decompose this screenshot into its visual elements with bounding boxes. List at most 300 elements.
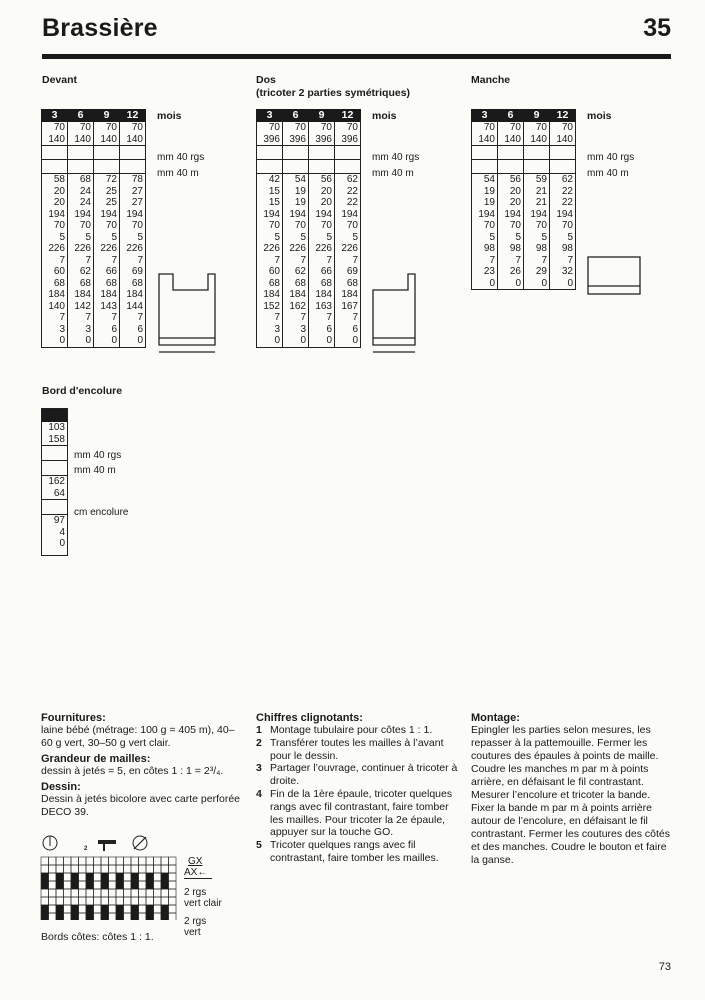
- table-cell: 22: [335, 197, 361, 209]
- step-item: [256, 724, 462, 737]
- pattern-cell: [131, 881, 139, 889]
- table-cell: 70: [524, 220, 550, 232]
- pattern-cell: [64, 865, 72, 873]
- table-cell: 143: [94, 301, 120, 313]
- table-row: [42, 266, 146, 278]
- table-cell: 7: [257, 255, 283, 267]
- pattern-cell: [131, 897, 139, 905]
- table-cell: 66: [309, 266, 335, 278]
- pattern-cell: [79, 873, 87, 881]
- pattern-cell: [56, 905, 64, 913]
- bord-cm-encolure: cm encolure: [74, 507, 129, 518]
- table-cell: 194: [335, 209, 361, 221]
- pattern-cell: [161, 873, 169, 881]
- step-number: 3: [256, 762, 262, 775]
- table-row: [257, 289, 361, 301]
- step-text: Transférer toutes les mailles à l’avant pour le dessin.: [270, 736, 444, 762]
- table-cell: [94, 160, 120, 174]
- table-row: [257, 312, 361, 324]
- table-cell: 194: [309, 209, 335, 221]
- table-row: [42, 243, 146, 255]
- montage-section: [471, 712, 671, 867]
- table-cell: 5: [524, 232, 550, 244]
- table-row: [42, 146, 146, 160]
- table-cell: [42, 146, 68, 160]
- table-cell: 69: [120, 266, 146, 278]
- table-cell: [498, 160, 524, 174]
- pattern-cell: [169, 897, 177, 905]
- table-cell: 184: [335, 289, 361, 301]
- manche-mm40rgs: mm 40 rgs: [587, 152, 635, 163]
- table-row: [472, 134, 576, 146]
- bord-value: 4: [59, 526, 65, 538]
- table-row: [472, 232, 576, 244]
- table-cell: 20: [498, 197, 524, 209]
- pattern-cell: [139, 889, 147, 897]
- table-cell: 70: [498, 122, 524, 134]
- table-cell: 78: [120, 174, 146, 186]
- table-row: [472, 266, 576, 278]
- pattern-cell: [64, 873, 72, 881]
- table-row: [257, 109, 361, 122]
- table-cell: 68: [309, 278, 335, 290]
- table-cell: 70: [257, 220, 283, 232]
- table-cell: 7: [94, 312, 120, 324]
- pattern-cell: [41, 913, 49, 920]
- table-cell: 194: [283, 209, 309, 221]
- pattern-cell: [124, 881, 132, 889]
- table-cell: 32: [550, 266, 576, 278]
- table-cell: 5: [42, 232, 68, 244]
- table-row: [472, 197, 576, 209]
- pattern-cell: [146, 865, 154, 873]
- pattern-cell: [94, 913, 102, 920]
- pattern-cell: [101, 913, 109, 920]
- table-cell: 70: [472, 122, 498, 134]
- pattern-cell: [56, 889, 64, 897]
- table-cell: 5: [68, 232, 94, 244]
- pattern-cell: [86, 857, 94, 865]
- pattern-cell: [139, 913, 147, 920]
- table-row: [42, 122, 146, 134]
- table-cell: 184: [120, 289, 146, 301]
- pattern-cell: [139, 881, 147, 889]
- pattern-cell: [79, 865, 87, 873]
- pattern-cell: [71, 889, 79, 897]
- pattern-cell: [154, 865, 162, 873]
- pattern-cell: [94, 897, 102, 905]
- pattern-cell: [41, 873, 49, 881]
- table-cell: 163: [309, 301, 335, 313]
- pattern-cell: [49, 905, 57, 913]
- table-cell: 98: [472, 243, 498, 255]
- table-cell: 6: [498, 109, 524, 122]
- table-cell: 184: [42, 289, 68, 301]
- table-row: [42, 134, 146, 146]
- table-cell: 0: [498, 278, 524, 290]
- pattern-cell: [169, 913, 177, 920]
- table-cell: [550, 160, 576, 174]
- table-cell: 194: [472, 209, 498, 221]
- table-cell: 70: [42, 220, 68, 232]
- table-cell: 7: [524, 255, 550, 267]
- table-cell: 7: [335, 255, 361, 267]
- table-cell: 68: [42, 278, 68, 290]
- table-row: [257, 278, 361, 290]
- table-cell: 60: [42, 266, 68, 278]
- table-cell: 140: [498, 134, 524, 146]
- pattern-cell: [64, 905, 72, 913]
- machine-symbols: [42, 832, 152, 856]
- pattern-cell: [124, 905, 132, 913]
- pattern-cell: [64, 913, 72, 920]
- pattern-cell: [161, 857, 169, 865]
- table-cell: 70: [257, 122, 283, 134]
- pattern-cell: [161, 865, 169, 873]
- pattern-cell: [139, 905, 147, 913]
- table-cell: 184: [257, 289, 283, 301]
- table-cell: 62: [335, 174, 361, 186]
- table-cell: 19: [472, 186, 498, 198]
- legend-rgs2: 2 rgs: [184, 916, 207, 927]
- table-cell: 70: [283, 122, 309, 134]
- table-cell: 70: [68, 220, 94, 232]
- table-cell: [335, 146, 361, 160]
- table-cell: 396: [283, 134, 309, 146]
- dessin-text: Dessin à jetés bicolore avec carte perforée DECO 39.: [41, 793, 241, 818]
- pattern-cell: [79, 905, 87, 913]
- table-cell: 42: [257, 174, 283, 186]
- table-cell: 9: [94, 109, 120, 122]
- pattern-cell: [56, 873, 64, 881]
- table-cell: 70: [335, 122, 361, 134]
- pattern-cell: [161, 881, 169, 889]
- table-cell: 152: [257, 301, 283, 313]
- table-cell: 20: [42, 186, 68, 198]
- table-row: [472, 122, 576, 134]
- table-cell: 7: [309, 255, 335, 267]
- pattern-cell: [154, 905, 162, 913]
- table-row: [42, 335, 146, 347]
- pattern-cell: [94, 865, 102, 873]
- table-cell: 0: [68, 335, 94, 347]
- pattern-cell: [94, 905, 102, 913]
- pattern-cell: [49, 889, 57, 897]
- table-cell: 5: [335, 232, 361, 244]
- table-cell: 20: [42, 197, 68, 209]
- table-cell: 3: [472, 109, 498, 122]
- step-item: [256, 839, 462, 865]
- pattern-cell: [71, 897, 79, 905]
- step-text: Fin de la 1ère épaule, tricoter quelques rangs avec fil contrastant, faire tomber les mailles. Pour tricoter la 2e épaule, appuyer sur la touche GO.: [270, 787, 453, 839]
- pattern-cell: [116, 913, 124, 920]
- table-cell: 184: [94, 289, 120, 301]
- bords-cotes-text: Bords côtes: côtes 1 : 1.: [41, 931, 154, 943]
- table-row: [42, 312, 146, 324]
- page-title: Brassière: [42, 14, 158, 42]
- pattern-cell: [41, 897, 49, 905]
- table-cell: 19: [472, 197, 498, 209]
- table-row: [257, 324, 361, 336]
- table-cell: 70: [498, 220, 524, 232]
- table-cell: 19: [283, 197, 309, 209]
- pattern-cell: [116, 905, 124, 913]
- table-cell: 226: [42, 243, 68, 255]
- dessin-title: Dessin:: [41, 781, 81, 793]
- legend-rgs1: 2 rgs: [184, 887, 207, 898]
- pattern-cell: [86, 889, 94, 897]
- pattern-cell: [71, 873, 79, 881]
- pattern-cell: [161, 905, 169, 913]
- dos-mm40rgs: mm 40 rgs: [372, 152, 420, 163]
- table-cell: 142: [68, 301, 94, 313]
- step-number: 1: [256, 724, 262, 736]
- montage-text: Epingler les parties selon mesures, les repasser à la pattemouille. Fermer les coutures des épaules à points de maille. Coudre les manches m par m à points arrière, en défaisant le fil contrastant. Mesurer l’encolure et tricoter la bande. Fixer la bande m par m à points arrière autour de l’encolure, en défaisant le fil contrastant. Fermer les coutures des côtés et des manches. Coudre le bouton et faire la ganse.: [471, 724, 671, 866]
- table-cell: 7: [472, 255, 498, 267]
- step-number: 5: [256, 839, 262, 852]
- table-cell: [120, 160, 146, 174]
- table-row: [257, 160, 361, 174]
- bord-empty-row: [42, 445, 67, 460]
- table-cell: 68: [68, 278, 94, 290]
- table-cell: 70: [524, 122, 550, 134]
- bord-block2: [42, 475, 67, 499]
- table-cell: 68: [94, 278, 120, 290]
- table-cell: 7: [550, 255, 576, 267]
- pattern-cell: [49, 865, 57, 873]
- table-cell: 3: [257, 324, 283, 336]
- table-cell: [42, 160, 68, 174]
- bord-empty-row: [42, 460, 67, 475]
- devant-mm40m: mm 40 m: [157, 168, 199, 179]
- table-cell: 6: [120, 324, 146, 336]
- table-cell: 68: [68, 174, 94, 186]
- bord-value: 103: [48, 422, 65, 433]
- table-cell: 68: [283, 278, 309, 290]
- table-cell: 0: [120, 335, 146, 347]
- pattern-cell: [154, 881, 162, 889]
- manche-mois-label: mois: [587, 110, 612, 122]
- table-cell: 7: [120, 255, 146, 267]
- table-cell: 25: [94, 186, 120, 198]
- table-cell: 62: [283, 266, 309, 278]
- table-cell: 396: [257, 134, 283, 146]
- table-cell: 7: [94, 255, 120, 267]
- table-row: [257, 134, 361, 146]
- pattern-cell: [169, 881, 177, 889]
- pattern-cell: [109, 897, 117, 905]
- table-cell: [120, 146, 146, 160]
- table-cell: 140: [472, 134, 498, 146]
- pattern-cell: [64, 897, 72, 905]
- table-row: [257, 232, 361, 244]
- table-cell: 70: [335, 220, 361, 232]
- devant-heading: Devant: [42, 74, 78, 86]
- pattern-cell: [109, 857, 117, 865]
- table-cell: 226: [68, 243, 94, 255]
- table-cell: [335, 160, 361, 174]
- pattern-cell: [124, 913, 132, 920]
- table-cell: 22: [550, 197, 576, 209]
- pattern-cell: [49, 897, 57, 905]
- table-row: [42, 220, 146, 232]
- table-cell: 226: [120, 243, 146, 255]
- pattern-cell: [101, 897, 109, 905]
- table-cell: 98: [550, 243, 576, 255]
- pattern-cell: [86, 905, 94, 913]
- table-row: [257, 146, 361, 160]
- table-row: [472, 255, 576, 267]
- pattern-cell: [169, 857, 177, 865]
- table-cell: 3: [257, 109, 283, 122]
- pattern-cell: [131, 865, 139, 873]
- table-cell: 5: [550, 232, 576, 244]
- table-cell: 69: [335, 266, 361, 278]
- table-row: [257, 220, 361, 232]
- table-cell: [68, 160, 94, 174]
- table-cell: 7: [42, 255, 68, 267]
- pattern-cell: [146, 881, 154, 889]
- table-row: [42, 278, 146, 290]
- pattern-cell: [146, 913, 154, 920]
- table-cell: 24: [68, 186, 94, 198]
- pattern-cell: [109, 913, 117, 920]
- pattern-cell: [86, 873, 94, 881]
- grandeur-text: dessin à jetés = 5, en côtes 1 : 1 = 2³/₄.: [41, 765, 224, 777]
- table-cell: 70: [120, 122, 146, 134]
- table-cell: 226: [335, 243, 361, 255]
- pattern-cell: [139, 897, 147, 905]
- table-cell: 184: [283, 289, 309, 301]
- table-cell: 6: [68, 109, 94, 122]
- table-cell: 7: [498, 255, 524, 267]
- pattern-cell: [124, 873, 132, 881]
- table-cell: 27: [120, 197, 146, 209]
- table-row: [257, 266, 361, 278]
- bord-block1: [42, 422, 67, 445]
- pattern-cell: [154, 873, 162, 881]
- legend-gx: GX: [188, 856, 203, 867]
- table-cell: 12: [335, 109, 361, 122]
- table-cell: 59: [524, 174, 550, 186]
- table-cell: 58: [42, 174, 68, 186]
- pattern-cell: [94, 873, 102, 881]
- stitch-pattern-chart: [40, 856, 178, 920]
- fournitures-section: [41, 712, 246, 819]
- bord-value: 162: [48, 476, 65, 487]
- table-cell: 140: [42, 134, 68, 146]
- bord-empty-row: [42, 499, 67, 514]
- table-cell: 5: [472, 232, 498, 244]
- table-cell: [94, 146, 120, 160]
- table-cell: 5: [94, 232, 120, 244]
- table-cell: 68: [257, 278, 283, 290]
- table-cell: [257, 146, 283, 160]
- pattern-cell: [86, 881, 94, 889]
- bord-value: 64: [53, 487, 65, 499]
- pattern-cell: [79, 897, 87, 905]
- table-cell: 226: [309, 243, 335, 255]
- pattern-number: 35: [643, 14, 671, 42]
- header-rule: [42, 54, 671, 59]
- table-cell: 7: [309, 312, 335, 324]
- table-row: [472, 109, 576, 122]
- table-cell: [498, 146, 524, 160]
- pattern-cell: [116, 865, 124, 873]
- table-cell: [309, 160, 335, 174]
- pattern-cell: [109, 881, 117, 889]
- table-cell: 62: [550, 174, 576, 186]
- table-cell: 56: [498, 174, 524, 186]
- table-cell: [68, 146, 94, 160]
- pattern-cell: [79, 889, 87, 897]
- pattern-cell: [41, 881, 49, 889]
- table-cell: 6: [335, 324, 361, 336]
- table-cell: 66: [94, 266, 120, 278]
- pattern-cell: [154, 857, 162, 865]
- table-cell: 70: [309, 220, 335, 232]
- grandeur-title: Grandeur de mailles:: [41, 753, 151, 765]
- table-cell: 3: [42, 109, 68, 122]
- pattern-cell: [71, 905, 79, 913]
- pattern-cell: [139, 865, 147, 873]
- table-cell: 56: [309, 174, 335, 186]
- pattern-cell: [131, 857, 139, 865]
- table-cell: 6: [94, 324, 120, 336]
- table-row: [472, 174, 576, 186]
- table-cell: 54: [283, 174, 309, 186]
- pattern-cell: [154, 913, 162, 920]
- table-cell: [283, 146, 309, 160]
- step-text: Partager l’ouvrage, continuer à tricoter à droite.: [270, 762, 458, 788]
- step-text: Montage tubulaire pour côtes 1 : 1.: [270, 724, 433, 736]
- table-cell: 62: [68, 266, 94, 278]
- pattern-cell: [79, 913, 87, 920]
- table-row: [257, 186, 361, 198]
- table-cell: 70: [309, 122, 335, 134]
- table-cell: 396: [309, 134, 335, 146]
- pattern-cell: [101, 881, 109, 889]
- table-cell: [309, 146, 335, 160]
- fournitures-title: Fournitures:: [41, 712, 106, 724]
- table-cell: 9: [309, 109, 335, 122]
- table-cell: 194: [120, 209, 146, 221]
- table-row: [257, 335, 361, 347]
- dos-subtitle: (tricoter 2 parties symétriques): [256, 87, 411, 99]
- pattern-cell: [64, 881, 72, 889]
- table-cell: 5: [257, 232, 283, 244]
- table-cell: 70: [94, 122, 120, 134]
- pattern-cell: [169, 889, 177, 897]
- table-row: [42, 197, 146, 209]
- table-cell: 226: [94, 243, 120, 255]
- pattern-cell: [161, 913, 169, 920]
- pattern-cell: [109, 873, 117, 881]
- table-row: [42, 289, 146, 301]
- pattern-cell: [139, 857, 147, 865]
- table-cell: [472, 146, 498, 160]
- manche-table: [471, 109, 576, 290]
- table-cell: 20: [309, 186, 335, 198]
- table-cell: 70: [120, 220, 146, 232]
- table-cell: 6: [309, 324, 335, 336]
- pattern-cell: [131, 913, 139, 920]
- table-cell: 15: [257, 186, 283, 198]
- pattern-grid: [40, 856, 178, 920]
- table-cell: 144: [120, 301, 146, 313]
- table-cell: 194: [257, 209, 283, 221]
- table-cell: [524, 160, 550, 174]
